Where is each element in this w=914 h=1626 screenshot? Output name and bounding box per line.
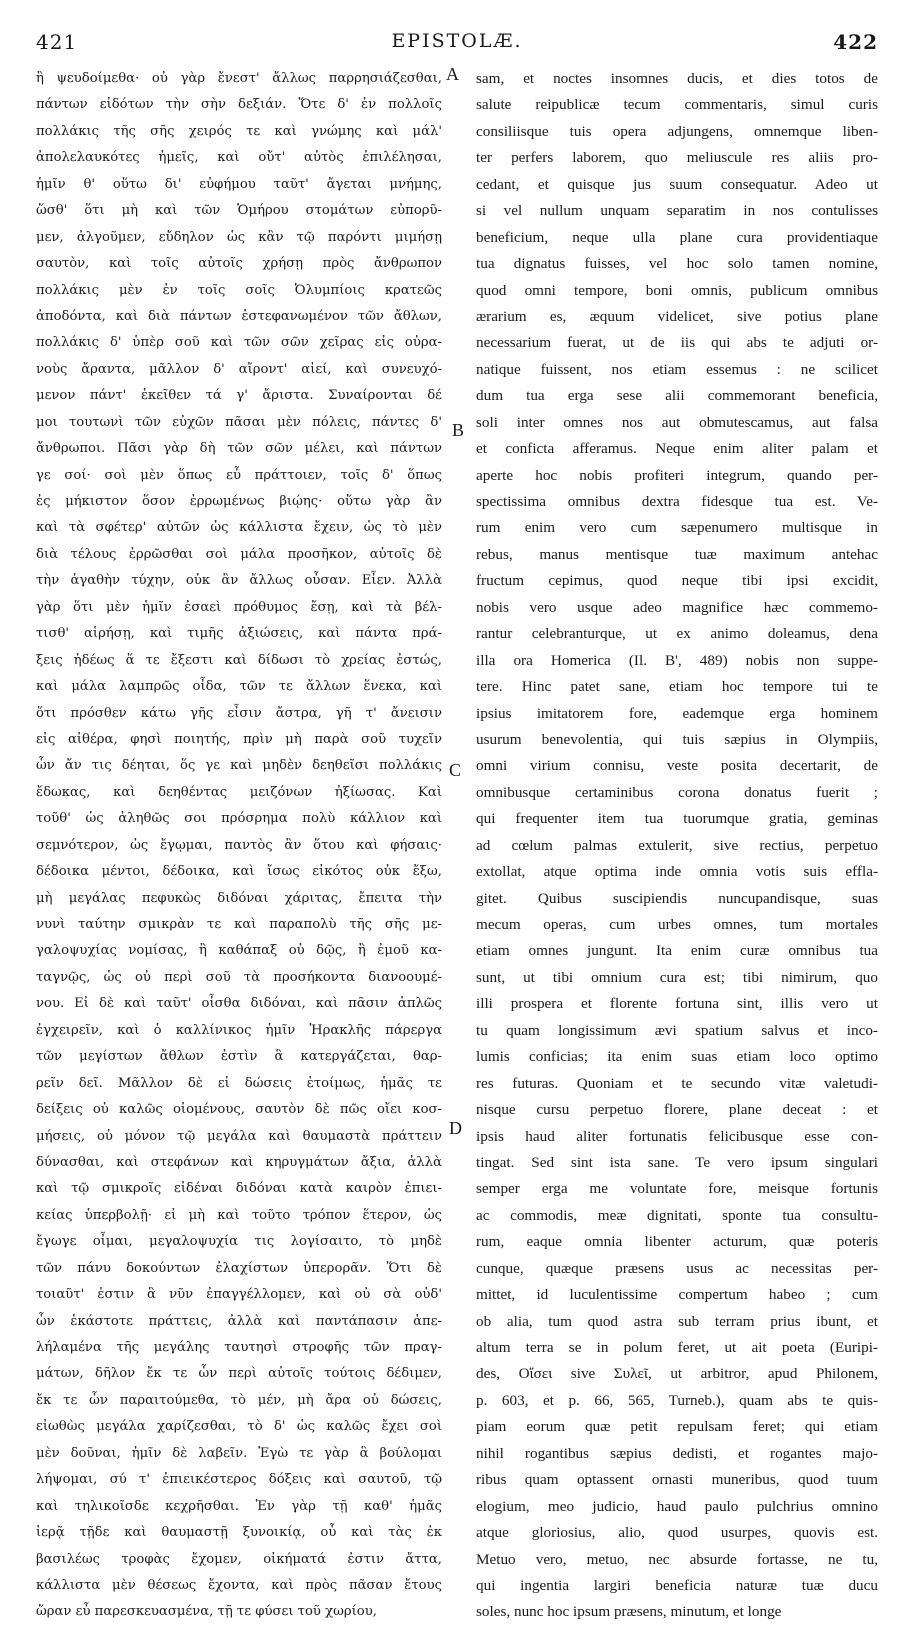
latin-text-line: tere. Hinc patet sane, etiam hoc tempore tui te xyxy=(476,678,878,696)
greek-text-line: εἰωθὼς μεγάλα χαρίζεσθαι, τὸ δ' ὡς καλῶς ἔχει σοὶ xyxy=(36,1419,442,1435)
greek-text-line: γε σοί· σοὶ μὲν ὅπως εὖ πράττοιεν, τοῖς δ' ὅπως xyxy=(36,467,442,483)
greek-text-line: δύνασθαι, καὶ στεφάνων καὶ κηρυγμάτων ἄξια, ἀλλὰ xyxy=(36,1154,442,1170)
latin-text-line: altum terra se in polum feret, ut ait poeta (Euripi- xyxy=(476,1339,878,1356)
latin-text-line: ipsius imitatorem fore, eademque erga hominem xyxy=(476,704,878,722)
greek-text-line: τῶν πάνυ δοκούντων ἐλαχίστων ὑπερορᾶν. Ὅτι δὲ xyxy=(36,1260,442,1276)
latin-text-line: rum, eaque omnia libenter acturum, quæ poteris xyxy=(476,1233,878,1251)
section-marker-d: D xyxy=(449,1118,462,1138)
latin-text-line: omni virium connisu, veste posita decertarit, de xyxy=(476,757,878,775)
greek-text-line: καὶ τὰ σφέτερ' αὐτῶν ὡς κάλλιστα ἔχειν, ὡς τὸ μὲν xyxy=(36,520,442,536)
latin-text-line: rebus, manus mentisque tuæ maximum antehac xyxy=(476,545,878,563)
latin-text-line: qui frequenter item tua tuorumque gratia, geminas xyxy=(476,810,878,828)
greek-text-line: νου. Εἰ δὲ καὶ ταῦτ' οἶσθα διδόναι, καὶ πᾶσιν ἀπλῶς xyxy=(36,996,442,1012)
latin-text-line: etiam omnes jungunt. Ita enim curæ omnibus tua xyxy=(476,942,878,960)
latin-text-line: fructum cepimus, quod neque tibi ipsi excidit, xyxy=(476,572,878,590)
greek-text-line: πολλάκις δ' ὑπὲρ σοῦ καὶ τῶν σῶν χεῖρας εἰς οὐρα- xyxy=(36,335,442,351)
greek-text-line: ἀπολελαυκότες ἡμεῖς, καὶ οὔτ' αὐτὸς ἐπιλέλησαι, xyxy=(36,150,442,166)
greek-text-line: καὶ μάλα λαμπρῶς οἶδα, τῶν τε ἄλλων ἕνεκα, καὶ xyxy=(36,679,442,695)
latin-text-line: ribus quam optassent ornasti muneribus, quod tuum xyxy=(476,1471,878,1489)
latin-text-line: beneficium, neque ulla plane cura providentiaque xyxy=(476,228,878,246)
latin-text-line: qui ingentia largiri beneficia naturæ tuæ ducu xyxy=(476,1576,878,1594)
greek-text-line: ἔδωκας, καὶ δεηθέντας μειζόνων ἠξίωσας. Καὶ xyxy=(36,784,442,800)
greek-text-line: ταγνῷς, ὡς οὐ περὶ σοῦ τὰ προσήκοντα διανοουμέ- xyxy=(36,969,442,985)
latin-text-line: extollat, atque optima inde omnia votis suis effla- xyxy=(476,863,878,881)
greek-text-column xyxy=(36,66,442,1626)
greek-text-line: γαλοψυχίας νομίσας, ἢ καθάπαξ οὐ δῷς, ἢ ἐμοῦ κα- xyxy=(36,943,442,959)
latin-text-line: nobis vero usque adeo magnifice hæc commemo- xyxy=(476,598,878,616)
greek-text-line: μὲν δοῦναι, ἡμῖν δὲ λαβεῖν. Ἐγὼ τε γὰρ ἃ βούλομαι xyxy=(36,1445,442,1461)
greek-text-line: νυνὶ ταύτην σμικρὰν τε καὶ παραπολὺ τῆς σῆς με- xyxy=(36,917,442,932)
greek-text-line: κείας ὑπερβολῇ· εἰ μὴ καὶ τοῦτο τρόπον ἕτερον, ὡς xyxy=(36,1207,442,1223)
greek-text-line: μάτων, δῆλον ἔκ τε ὧν περὶ αὐτοῖς τούτοις δέδιμεν, xyxy=(36,1366,442,1382)
greek-text-line: ὧν ἄν τις δέηται, ὅς γε καὶ μηδὲν δεηθεῖσι πολλάκις xyxy=(36,758,442,774)
latin-text-line: omnibusque certaminibus corona donatus fuerit ; xyxy=(476,783,878,801)
greek-text-line: ἔγωγε οἶμαι, μεγαλοψυχία τις λογίσαιτο, τὸ μηδὲ xyxy=(36,1234,442,1250)
latin-text-line: lumis conficias; ita enim suas etiam loco optimo xyxy=(476,1048,878,1066)
latin-text-line: quod omni tempore, boni omnis, publicum omnibus xyxy=(476,281,878,299)
greek-text-line: ἐς μήκιστον ὅσον ἐρρωμένως βιῴης· οὕτω γὰρ ἂν xyxy=(36,494,442,509)
latin-text-line: natique fuissent, nos etiam essemus : ne scilicet xyxy=(476,360,878,378)
running-title: EPISTOLÆ. xyxy=(391,30,523,52)
latin-text-line: elogium, meo judicio, haud paulo pulchrius omnino xyxy=(476,1497,878,1515)
latin-text-line: nihil rogantibus sæpius dedisti, et rogantes majo- xyxy=(476,1444,878,1462)
greek-text-line: τοιαῦτ' ἐστιν ἃ νῦν ἐπαγγέλλομεν, καὶ οὐ σὰ οὐδ' xyxy=(36,1287,442,1303)
latin-text-line: dum tua erga sese alii commemorant beneficia, xyxy=(476,387,878,405)
greek-text-line: ἔκ τε ὧν παραιτούμεθα, τὸ μέν, μὴ ἄρα οὐ δώσεις, xyxy=(36,1392,442,1408)
greek-text-line: ρεῖν δεῖ. Μᾶλλον δὲ εἰ δώσεις ἑτοίμως, ἡμᾶς τε xyxy=(36,1075,442,1091)
latin-text-line: rantur celebranturque, ut ex animo doleamus, dena xyxy=(476,625,878,643)
greek-text-line: τοῦθ' ὡς ἀληθῶς σοι πρόσρημα πολὺ κάλλιον καὶ xyxy=(36,811,442,827)
greek-text-line: κάλλιστα μὲν θέσεως ἔχοντα, καὶ πρὸς πᾶσαν ἔτους xyxy=(36,1577,442,1593)
greek-text-line: δείξεις οὐ καλῶς οἰομένους, σαυτὸν δὲ πῶς οἴει κοσ- xyxy=(36,1102,442,1118)
greek-text-line: πολλάκις μὲν ἐν τοῖς σοῖς Ὀλυμπίοις κρατεῶς xyxy=(36,282,442,298)
greek-text-line: βασιλέως τροφὰς ἔχομεν, οἰκήματά ἐστιν ἄττα, xyxy=(36,1551,442,1567)
greek-text-line: ὧν ἑκάστοτε πράττεις, ἀλλὰ καὶ παντάπασιν ἀπε- xyxy=(36,1313,442,1329)
greek-text-line: ὥσθ' ὅτι μὴ καὶ τῶν Ὁμήρου στομάτων εὐπορῦ- xyxy=(36,203,442,219)
latin-text-line: usurum benevolentia, qui tuis sæpius in Olympiis, xyxy=(476,730,878,748)
latin-text-line: salute reipublicæ tecum commentaris, simul curis xyxy=(476,96,878,114)
latin-text-line: nisque cursu perpetuo florere, plane deceat : et xyxy=(476,1101,878,1119)
greek-text-line: διὰ τέλους ἐρρῶσθαι σοὶ μάλα προσῆκον, αὐτοῖς δὲ xyxy=(36,546,442,562)
section-marker-a: A xyxy=(446,64,459,84)
greek-text-line: λήψομαι, σύ τ' ἐπιεικέστερος δόξεις καὶ σαυτοῦ, τῷ xyxy=(36,1472,442,1488)
latin-text-line: illi prospera et florente fortuna sint, illis vero ut xyxy=(476,995,878,1013)
greek-text-line: ἱερᾷ τῇδε καὶ θαυμαστῇ ξυνοικίᾳ, οὗ καὶ τὰς ἐκ xyxy=(36,1525,442,1541)
latin-text-line: et conficta afferamus. Neque enim aliter palam et xyxy=(476,440,878,458)
greek-text-line: δέδοικα μέντοι, δέδοικα, καὶ ἴσως εἰκότος οὐκ ἔξω, xyxy=(36,864,442,880)
greek-text-line: γὰρ ὅτι μὲν ἡμῖν ἐσαεὶ πρόθυμος ἔσῃ, καὶ τὰ βέλ- xyxy=(36,599,442,615)
latin-text-line: ad cœlum palmas extulerit, sive rectius, perpetuo xyxy=(476,836,878,854)
latin-text-line: necessarium fuerat, ut de iis qui abs te adjuti or- xyxy=(476,334,878,352)
greek-text-line: μὴ μεγάλας πεφυκὼς διδόναι χάριτας, ἔπειτα τὴν xyxy=(36,890,442,906)
greek-text-line: καὶ τηλικοῖσδε κεχρῆσθαι. Ἐν γὰρ τῇ καθ' ἡμᾶς xyxy=(36,1498,442,1514)
latin-text-line: ac commodis, meæ dignitati, sponte tua consultu- xyxy=(476,1206,878,1224)
latin-text-line: sam, et noctes insomnes ducis, et dies totos de xyxy=(476,70,878,87)
greek-text-line: τὴν ἀγαθὴν τύχην, οὐκ ἂν ἄλλως οὖσαν. Εἶεν. Ἀλλὰ xyxy=(36,573,442,589)
latin-text-line: illa ora Homerica (Il. B', 489) nobis non suppe- xyxy=(476,651,878,669)
greek-text-line: ξεις ἡδέως ἅ τε ἔξεστι καὶ δίδωσι τὸ χρείας ἐστώς, xyxy=(36,652,442,668)
latin-text-line: tingat. Sed sint ista sane. Te vero ipsum singulari xyxy=(476,1153,878,1171)
latin-text-line: soles, nunc hoc ipsum præsens, minutum, et longe xyxy=(476,1603,782,1621)
latin-text-line: cedant, et quisque jus suum consequatur. Adeo ut xyxy=(476,175,878,193)
latin-text-column xyxy=(476,66,878,1626)
greek-text-line: μοι τουτωνὶ τῶν εὐχῶν πᾶσαι μὲν πόλεις, πάντες δ' xyxy=(36,414,442,430)
greek-text-line: μήσεις, οὐ μόνον τῷ μεγάλα καὶ θαυμαστὰ πράττειν xyxy=(36,1128,442,1144)
greek-text-line: ὅτι πρόσθεν κάτω γῆς εἶσιν ἄστρα, γῆ τ' ἄνεισιν xyxy=(36,705,442,721)
greek-text-line: καὶ τῷ σμικροῖς εἰδέναι διδόναι κατὰ καιρὸν ἐπιει- xyxy=(36,1181,442,1197)
greek-text-line: ἢ ψευδοίμεθα· οὐ γὰρ ἔνεστ' ἄλλως παρρησιάζεσθαι, xyxy=(36,71,442,86)
greek-text-line: ὥραν εὖ παρεσκευασμένα, τῇ τε φύσει τοῦ χωρίου, xyxy=(36,1604,377,1620)
latin-text-line: res futuras. Quoniam et te secundo vitæ valetudi- xyxy=(476,1074,878,1092)
latin-text-line: tu quam longissimum ævi spatium salvus et inco- xyxy=(476,1021,878,1039)
page-number-right: 422 xyxy=(833,30,878,54)
latin-text-line: cunque, quæque præsens usus ac necessitas per- xyxy=(476,1259,878,1277)
greek-text-line: σαυτὸν, καὶ τοῖς αὐτοῖς χρήσῃ πρὸς ἄνθρωπον xyxy=(36,256,442,272)
latin-text-line: sunt, ut tibi omnium cura est; tibi nimirum, quo xyxy=(476,968,878,986)
latin-text-line: tua dignatus fuisses, vel hoc solo tamen nomine, xyxy=(476,255,878,273)
latin-text-line: ipsis haud aliter fortunatis felicibusque esse con- xyxy=(476,1127,878,1145)
latin-text-line: Metuo vero, metuo, nec absurde fortasse, ne tu, xyxy=(476,1550,878,1568)
greek-text-line: ἀποδόντα, καὶ διὰ πάντων ἐστεφανωμένον τῶν ἄθλων, xyxy=(36,308,442,324)
latin-text-line: si vel nullum unquam separatim in nos contulisses xyxy=(476,202,878,220)
latin-text-line: soli inter omnes nos aut obmutescamus, aut falsa xyxy=(476,413,878,431)
latin-text-line: gitet. Quibus suscipiendis nuncupandisque, suas xyxy=(476,889,878,907)
latin-text-line: consiliisque tuis opera adjungens, omnemque liben- xyxy=(476,122,878,140)
latin-text-line: atque gloriosius, alio, quod usurpes, quovis est. xyxy=(476,1524,878,1542)
greek-text-line: πάντων εἰδότων τὴν σὴν δεξιάν. Ὅτε δ' ἐν πολλοῖς xyxy=(36,97,442,113)
latin-text-line: ærarium es, æquum videlicet, sive potius plane xyxy=(476,307,878,325)
greek-text-line: εἰς αἰθέρα, φησὶ ποιητής, πρὶν μὴ παρὰ σοῦ τυχεῖν xyxy=(36,731,442,747)
latin-text-line: mecum operas, cum urbes omnes, tum mortales xyxy=(476,916,878,933)
section-marker-c: C xyxy=(449,760,462,780)
greek-text-line: μενον πάντ' ἐκεῖθεν τά γ' ἄριστα. Συναίρονται δέ xyxy=(36,388,442,404)
latin-text-line: p. 603, et p. 66, 565, Turneb.), quam abs te quis- xyxy=(476,1391,878,1409)
section-marker-b: B xyxy=(452,420,465,440)
latin-text-line: rum enim vero cum sæpenumero multisque in xyxy=(476,519,878,537)
greek-text-line: νοὺς ἄραντα, μᾶλλον δ' αἴροντ' αἰεί, καὶ συνευχό- xyxy=(36,361,442,377)
greek-text-line: σεμνότερον, ὡς ἔγῳμαι, παντὸς ἂν ὅτου καὶ φήσαις· xyxy=(36,837,442,853)
latin-text-line: mittet, id luculentissime compertum habeo ; cum xyxy=(476,1286,878,1304)
greek-text-line: ἡμῖν θ' οὕτω δι' εὐφήμου ταῦτ' ἄγεται μνήμης, xyxy=(36,176,442,192)
latin-text-line: des, Οἴσει sive Συλεῖ, ut arbitror, apud Philonem, xyxy=(476,1365,878,1383)
greek-text-line: λήλαμένα τῆς μεγάλης ταυτησὶ στροφῆς τῶν πραγ- xyxy=(36,1340,442,1355)
latin-text-line: spectissima omnibus dextra fidesque tua est. Ve- xyxy=(476,493,878,510)
greek-text-line: μεν, ἀλγοῦμεν, εὔδηλον ὡς κἂν τῷ παρόντι μιμήσῃ xyxy=(36,229,442,245)
page-number-left: 421 xyxy=(36,30,78,54)
greek-text-line: ἄνθρωποι. Πᾶσι γὰρ δὴ τῶν σῶν μέλει, καὶ πάντων xyxy=(36,441,442,457)
greek-text-line: τισθ' αἱρήσῃ, καὶ τιμῆς ἀξιώσεις, καὶ πάντα πρά- xyxy=(36,626,442,642)
page-header xyxy=(34,30,880,60)
latin-text-line: semper erga me voluntate fore, meisque fortunis xyxy=(476,1180,878,1198)
greek-text-line: πολλάκις τῆς σῆς χειρός τε καὶ γνώμης καὶ μάλ' xyxy=(36,123,442,139)
latin-text-line: aperte hoc nobis profiteri integrum, quando per- xyxy=(476,466,878,484)
latin-text-line: ter perfers laborem, quo meliuscule res aliis pro- xyxy=(476,149,878,167)
greek-text-line: τῶν μεγίστων ἄθλων ἐστὶν ἃ κατεργάζεται, θαρ- xyxy=(36,1049,442,1065)
greek-text-line: ἐγχειρεῖν, καὶ ὁ καλλίνικος ἡμῖν Ἡρακλῆς πάρεργα xyxy=(36,1022,442,1038)
latin-text-line: piam eorum quæ petit repulsam feret; qui etiam xyxy=(476,1418,878,1436)
latin-text-line: ob alia, tum quod astra sub terram prius ibunt, et xyxy=(476,1312,878,1330)
